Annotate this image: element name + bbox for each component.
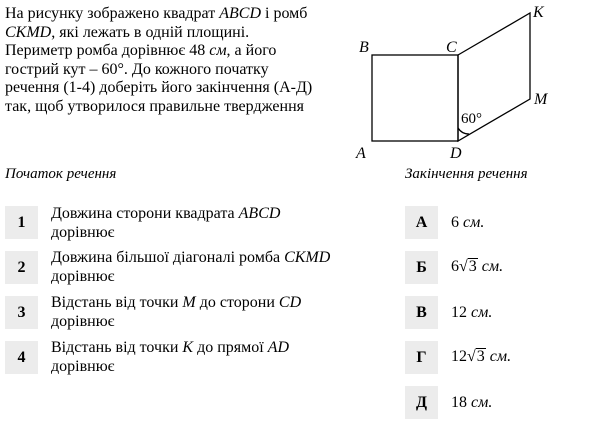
sqrt-sign: √3 [467,348,485,365]
square-abcd [372,55,458,141]
answer-letter-v: В [405,296,438,329]
column-header-start: Початок речення [5,166,117,182]
statement-number-2: 2 [5,251,38,284]
column-header-end: Закінчення речення [405,166,528,182]
label-k: K [533,4,544,21]
statement-4: Відстань від точки K до прямої AD дорівнює [51,339,290,375]
label-d: D [450,145,462,162]
label-m: M [534,91,548,108]
statement-number-1: 1 [5,206,38,239]
label-c: C [446,39,457,56]
statement-number-4: 4 [5,341,38,374]
answer-g: 12√3 см. [451,348,512,365]
problem-text: На рисунку зображено квадрат ABCD і ромб CKMD, які лежать в одній площині. Периметр ромба дорівнює 48 см, а його гострий кут – 60°. До кожного початку речення (1-4) доберіть його закінчення (А-Д) так, щоб утворилося правильне твердження [5,5,313,115]
answer-letter-a: А [405,206,438,239]
angle-arc [458,128,469,134]
angle-label: 60° [461,111,482,127]
answer-a: 6 см. [451,214,485,231]
answer-b: 6√3 см. [451,258,504,275]
sqrt-sign: √3 [459,258,477,275]
label-b: B [359,39,369,56]
label-a: A [356,145,366,162]
answer-letter-b: Б [405,251,438,284]
answer-v: 12 см. [451,304,493,321]
answer-letter-d: Д [405,386,438,419]
answer-letter-g: Г [405,341,438,374]
statement-3: Відстань від точки M до сторони CD дорівнює [51,294,302,330]
statement-2: Довжина більшої діагоналі ромба CKMD дорівнює [51,249,331,285]
statement-number-3: 3 [5,296,38,329]
answer-d: 18 см. [451,394,493,411]
geometry-figure [350,0,600,170]
statement-1: Довжина сторони квадрата ABCD дорівнює [51,205,281,241]
